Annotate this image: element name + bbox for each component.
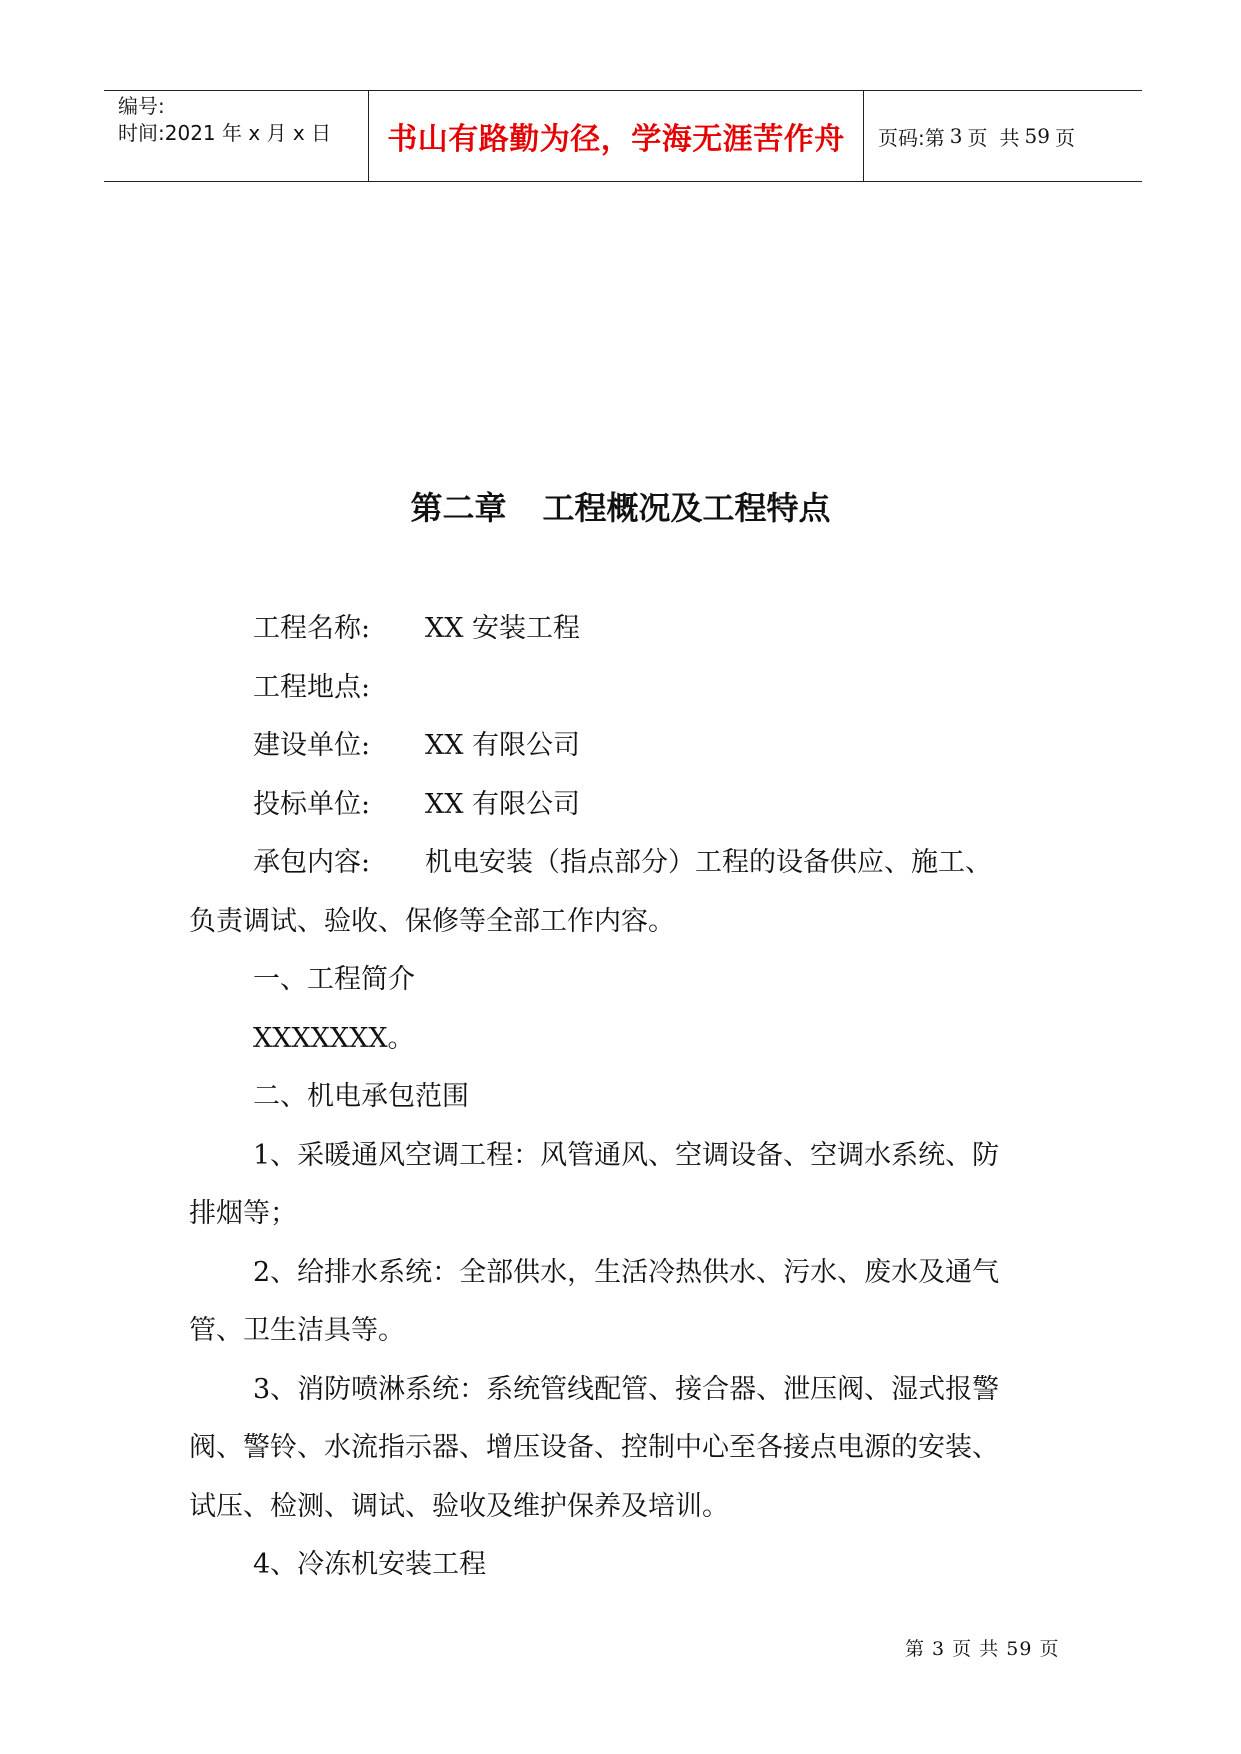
section-heading: 二、机电承包范围 xyxy=(253,1081,469,1112)
info-label: 工程地点: xyxy=(253,671,371,703)
chapter-title xyxy=(0,483,1241,529)
time-line xyxy=(104,120,368,147)
list-item-continued: 排烟等； xyxy=(189,1198,297,1229)
info-value: XX 安装工程 xyxy=(425,613,581,644)
info-row xyxy=(189,776,1074,835)
section-heading: 一、工程简介 xyxy=(253,964,415,995)
info-value: XX 有限公司 xyxy=(425,730,581,761)
header-meta xyxy=(104,91,369,181)
time-value: 2021 年 x 月 x 日 xyxy=(164,121,332,145)
info-label: 工程名称: xyxy=(253,613,371,644)
page-current: 3 xyxy=(949,124,963,148)
info-row xyxy=(189,659,1074,718)
document-body xyxy=(189,600,1074,1595)
list-item-continued: 阀、警铃、水流指示器、增压设备、控制中心至各接点电源的安装、 xyxy=(189,1432,999,1463)
number-label: 编号: xyxy=(118,94,165,118)
list-item-continued: 试压、检测、调试、验收及维护保养及培训。 xyxy=(189,1490,729,1522)
info-row xyxy=(189,600,1074,659)
page-total: 59 xyxy=(1024,124,1050,148)
list-item: 1、采暖通风空调工程：风管通风、空调设备、空调水系统、防 xyxy=(253,1139,1000,1171)
chapter-heading: 工程概况及工程特点 xyxy=(542,489,831,527)
page-cur-prefix: 第 xyxy=(924,125,945,150)
scope-label: 承包内容: xyxy=(253,847,371,878)
page-footer: 第 3 页 共 59 页 xyxy=(905,1638,1060,1660)
header-motto: 书山有路勤为径，学海无涯苦作舟 xyxy=(369,91,864,181)
scope-line1: 机电安装（指点部分）工程的设备供应、施工、 xyxy=(425,847,992,878)
list-item: 2、给排水系统：全部供水，生活冷热供水、污水、废水及通气 xyxy=(253,1256,1000,1288)
list-item: 4、冷冻机安装工程 xyxy=(253,1549,487,1580)
info-row xyxy=(189,717,1074,776)
chapter-number: 第二章 xyxy=(410,489,507,527)
page-cur-suffix: 页 xyxy=(967,125,988,150)
list-item: 3、消防喷淋系统：系统管线配管、接合器、泄压阀、湿式报警 xyxy=(253,1373,1000,1405)
page-label: 页码: xyxy=(878,125,925,150)
scope-line2: 负责调试、验收、保修等全部工作内容。 xyxy=(189,905,675,937)
page-total-prefix: 共 xyxy=(999,125,1020,150)
info-label: 建设单位: xyxy=(253,730,371,761)
time-label: 时间: xyxy=(118,121,165,145)
page-header xyxy=(104,90,1142,182)
header-page-info xyxy=(864,91,1142,181)
scope-row xyxy=(189,834,1074,893)
section-text: XXXXXXX。 xyxy=(253,1022,415,1054)
page-total-suffix: 页 xyxy=(1054,125,1075,150)
info-value: XX 有限公司 xyxy=(425,788,581,820)
info-label: 投标单位: xyxy=(253,788,371,820)
list-item-continued: 管、卫生洁具等。 xyxy=(189,1315,405,1346)
